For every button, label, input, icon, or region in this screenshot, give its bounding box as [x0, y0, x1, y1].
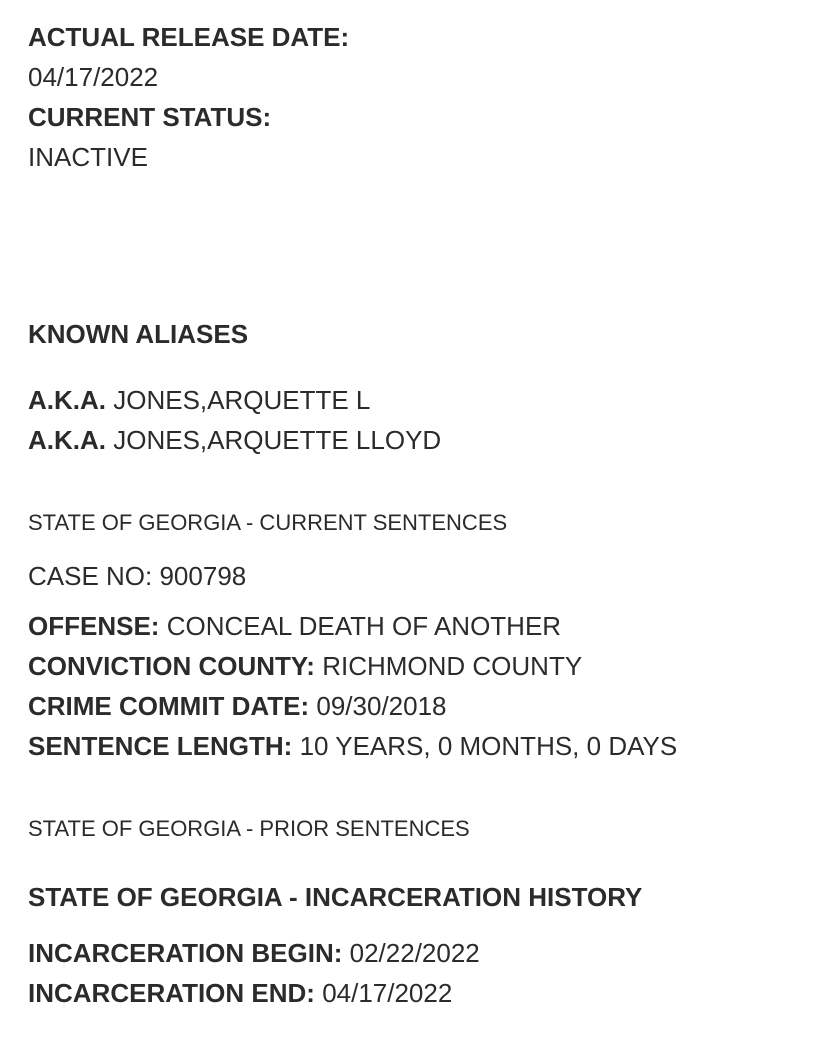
crime-commit-date-label: CRIME COMMIT DATE: — [28, 691, 310, 721]
prior-sentences-heading: STATE OF GEORGIA - PRIOR SENTENCES — [28, 816, 470, 841]
offense-label: OFFENSE: — [28, 611, 160, 641]
offense-row — [28, 611, 561, 641]
conviction-county-value: RICHMOND COUNTY — [322, 651, 583, 681]
conviction-county-row — [28, 651, 582, 681]
incarceration-end-label: INCARCERATION END: — [28, 978, 315, 1008]
offense-value: CONCEAL DEATH OF ANOTHER — [166, 611, 562, 641]
actual-release-date-label: ACTUAL RELEASE DATE: — [28, 22, 350, 52]
incarceration-history-heading: STATE OF GEORGIA - INCARCERATION HISTORY — [28, 882, 643, 912]
alias-name: JONES,ARQUETTE LLOYD — [113, 425, 442, 455]
conviction-county-label: CONVICTION COUNTY: — [28, 651, 315, 681]
alias-prefix: A.K.A. — [28, 385, 106, 415]
crime-commit-date-row — [28, 691, 447, 721]
alias-name: JONES,ARQUETTE L — [113, 385, 371, 415]
current-sentences-heading: STATE OF GEORGIA - CURRENT SENTENCES — [28, 510, 508, 535]
known-aliases-heading: KNOWN ALIASES — [28, 319, 249, 349]
current-status-label: CURRENT STATUS: — [28, 102, 272, 132]
current-status-value: INACTIVE — [28, 142, 148, 172]
incarceration-begin-label: INCARCERATION BEGIN: — [28, 938, 343, 968]
alias-item — [28, 425, 441, 455]
incarceration-begin-row — [28, 938, 480, 968]
case-number: CASE NO: 900798 — [28, 561, 247, 591]
incarceration-end-value: 04/17/2022 — [322, 978, 453, 1008]
crime-commit-date-value: 09/30/2018 — [316, 691, 447, 721]
sentence-length-label: SENTENCE LENGTH: — [28, 731, 293, 761]
incarceration-end-row — [28, 978, 452, 1008]
sentence-length-row — [28, 731, 677, 761]
alias-item — [28, 385, 370, 415]
alias-prefix: A.K.A. — [28, 425, 106, 455]
sentence-length-value: 10 YEARS, 0 MONTHS, 0 DAYS — [299, 731, 678, 761]
incarceration-begin-value: 02/22/2022 — [349, 938, 480, 968]
actual-release-date-value: 04/17/2022 — [28, 62, 159, 92]
